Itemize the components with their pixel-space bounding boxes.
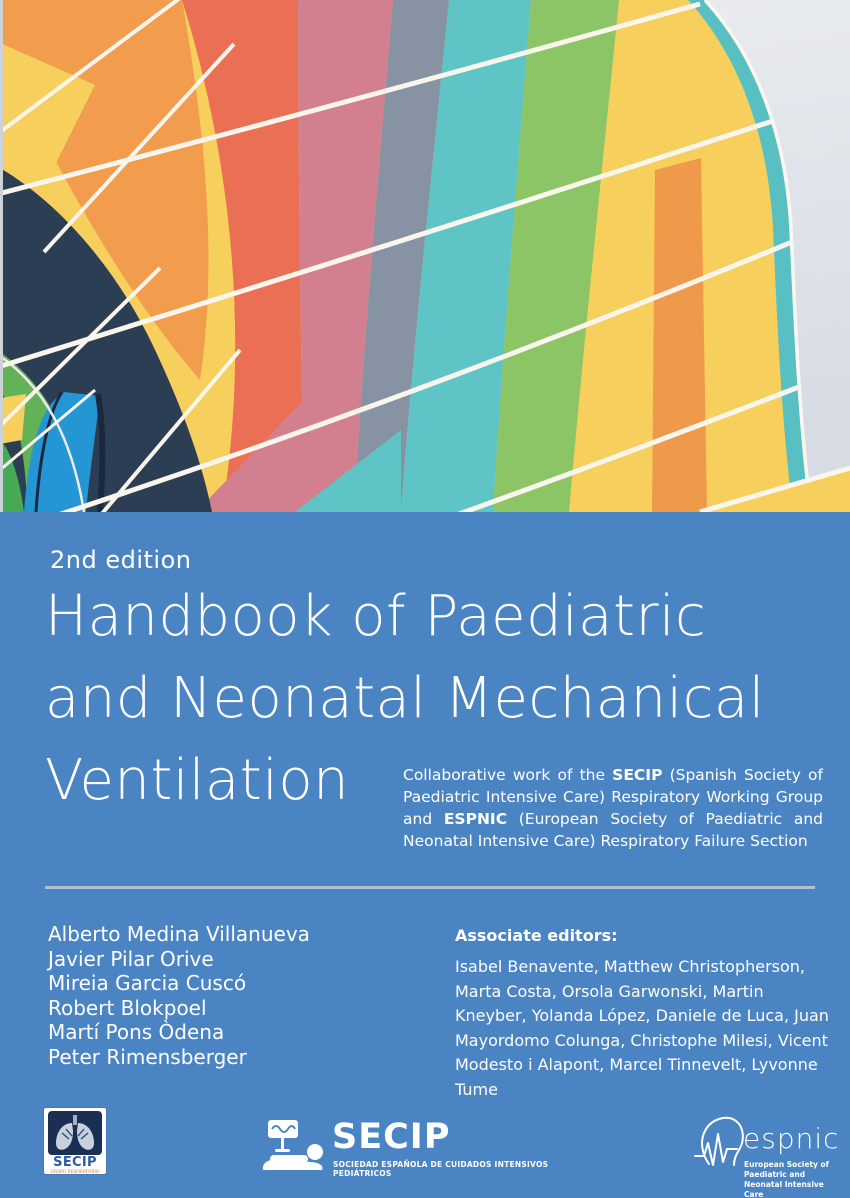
secip-logo-acronym: SECIP (332, 1117, 451, 1157)
author: Mireia Garcia Cuscó (48, 971, 247, 995)
subtitle-text: (European Society of Paediatric and Neonatal Intensive Care) Respiratory Failure Section (403, 810, 823, 850)
author: Martí Pons Òdena (48, 1020, 225, 1044)
balloon-photo (0, 0, 850, 512)
hot-air-balloon-illustration (0, 0, 850, 512)
cover-panel (0, 512, 850, 1198)
associate-editors-label: Associate editors: (455, 926, 618, 945)
photo-left-border (0, 0, 3, 512)
author: Alberto Medina Villanueva (48, 922, 310, 946)
divider-line (45, 886, 815, 889)
lungs-icon (48, 1111, 102, 1155)
collaboration-note (403, 764, 823, 852)
secip-respiratory-badge (44, 1108, 106, 1174)
title-line-2: and Neonatal Mechanical (45, 666, 765, 731)
espnic-logo-subtext: European Society of Paediatric and Neonatal Intensive Care (744, 1160, 829, 1198)
espnic-logo-acronym: espnic (743, 1122, 840, 1155)
balloon-canopy (0, 0, 850, 512)
associate-editors-list: Isabel Benavente, Matthew Christopherson, Marta Costa, Orsola Garwonski, Martin Kneyber, Yolanda López, Daniele de Luca, Juan Mayordomo Colunga, Christophe Milesi, Vicent Modesto i Alapont, Marcel Tinnevelt, Lyvonne Tume (455, 957, 829, 1099)
author: Peter Rimensberger (48, 1044, 247, 1069)
espnic-acronym: ESPNIC (443, 810, 508, 828)
secip-patient-icon (262, 1118, 326, 1172)
secip-acronym: SECIP (612, 766, 663, 784)
title-line-3: Ventilation (45, 748, 350, 813)
subtitle-text: (Spanish Society of Paediatric Intensive Care) Respiratory Working Group and (403, 766, 823, 828)
espnic-head-ecg-icon (693, 1110, 745, 1172)
author: Robert Blokpoel (48, 995, 207, 1020)
author-list (48, 922, 310, 1069)
edition-label: 2nd edition (50, 546, 192, 574)
secip-logo-subtext: SOCIEDAD ESPAÑOLA DE CUIDADOS INTENSIVOS PEDIÁTRICOS (333, 1160, 549, 1178)
secip-badge-acronym: SECIP (53, 1155, 97, 1170)
title-line-1: Handbook of Paediatric (45, 584, 707, 649)
subtitle-text: Collaborative work of the (403, 766, 613, 784)
author: Javier Pilar Orive (48, 946, 214, 971)
secip-badge-subtext: GRUPO RESPIRATORIO (50, 1169, 100, 1174)
